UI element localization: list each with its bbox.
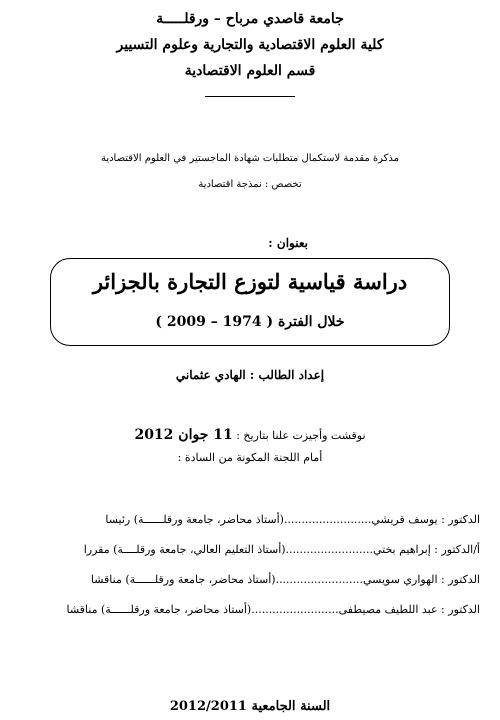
defense-block xyxy=(0,424,500,469)
committee-member: الدكتور : الهواري سويسي.........................(أستاذ محاضر، جامعة ورقلــــــة) مناقشا xyxy=(90,573,480,586)
memo-block xyxy=(0,146,500,198)
faculty-name: كلية العلوم الاقتصادية والتجارية وعلوم التسيير xyxy=(116,37,384,53)
committee-member: الدكتور : يوسف قريشي.........................(أستاذ محاضر، جامعة ورقلــــــة) رئيسا xyxy=(105,513,480,526)
defense-date-line xyxy=(0,424,500,447)
header-divider xyxy=(205,96,295,97)
title-intro: بعنوان : xyxy=(268,236,308,250)
department-name: قسم العلوم الاقتصادية xyxy=(184,63,316,79)
academic-year: السنة الجامعية 2012/2011 xyxy=(169,699,331,714)
committee-member: الدكتور : عبد اللطيف مصيطفى.........................(أستاذ محاضر، جامعة ورقلــــــة) مناقشا xyxy=(66,603,480,616)
memo-statement: مذكرة مقدمة لاستكمال متطلبات شهادة الماجستير في العلوم الاقتصادية xyxy=(100,153,400,164)
thesis-title: دراسة قياسية لتوزع التجارة بالجزائر xyxy=(92,269,408,294)
committee-intro: أمام اللجنة المكونة من السادة : xyxy=(177,451,323,464)
memo-specialty: تخصص : نمذجة اقتصادية xyxy=(198,179,302,190)
university-name: جامعة قاصدي مرباح – ورقلـــــة xyxy=(156,11,344,27)
prepared-by: إعداد الطالب : الهادي عثماني xyxy=(175,368,325,382)
defense-date: 11 جوان 2012 xyxy=(134,427,233,443)
thesis-period: خلال الفترة ( 1974 – 2009 ) xyxy=(155,314,345,330)
institution-header xyxy=(0,6,500,97)
committee-member: أ/الدكتور : إبراهيم بختي.........................(أستاذ التعليم العالي، جامعة ورقلــــة) مقررا xyxy=(83,543,480,556)
defense-date-prefix: نوقشت وأجيزت علنا بتاريخ : xyxy=(236,429,366,442)
title-box xyxy=(50,258,450,346)
committee-list xyxy=(20,505,480,625)
